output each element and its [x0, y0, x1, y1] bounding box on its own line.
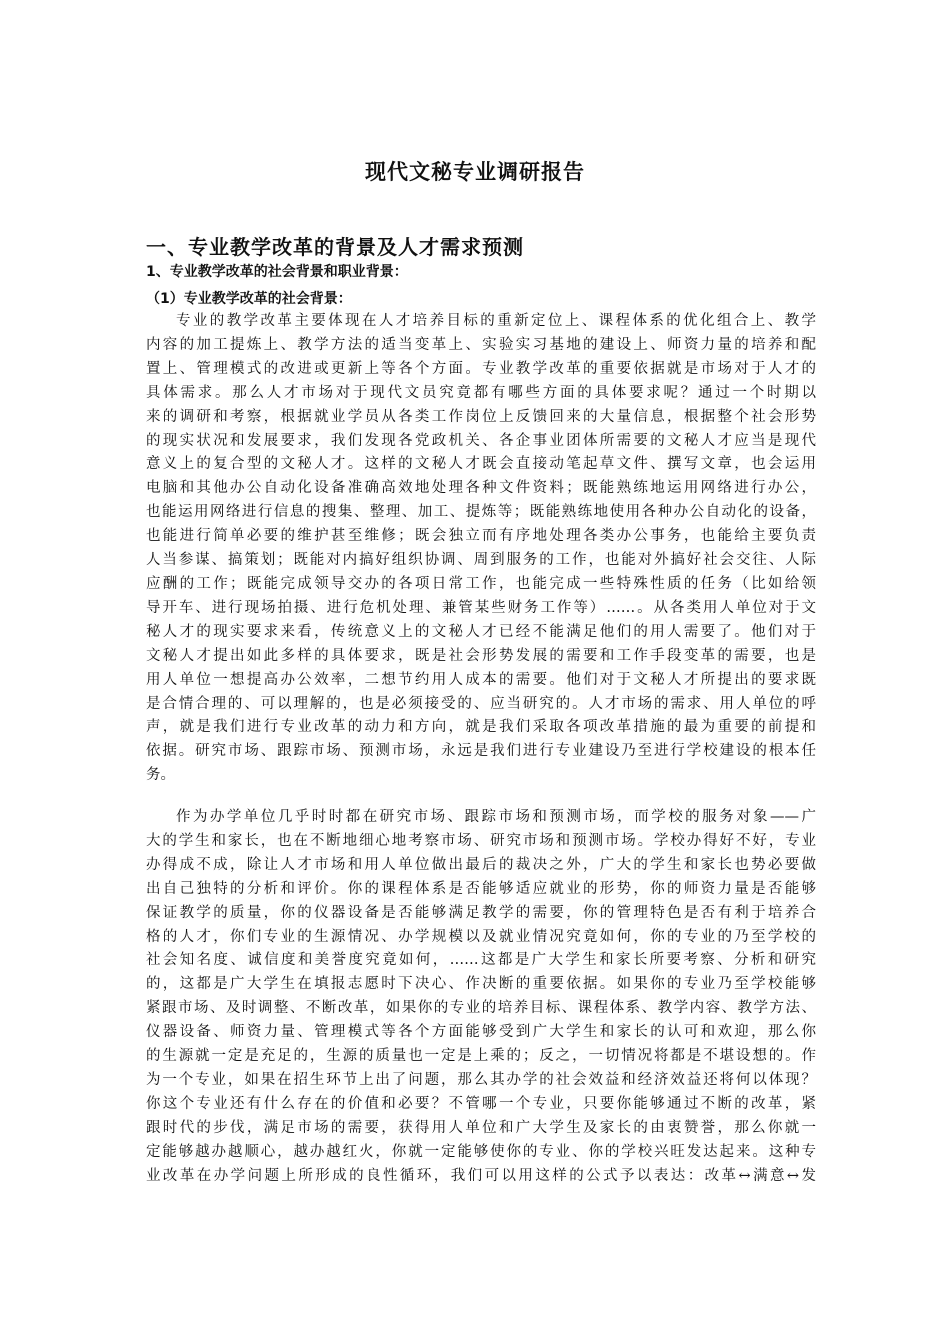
paragraph-line: 作为办学单位几乎时时都在研究市场、跟踪市场和预测市场，而学校的服务对象——广 [176, 809, 816, 825]
paragraph-line: 也能进行简单必要的维护甚至维修；既会独立而有序地处理各类办公事务，也能给主要负责 [146, 528, 816, 545]
paragraph-line: 应酬的工作；既能完成领导交办的各项日常工作，也能完成一些特殊性质的任务（比如给领 [146, 575, 816, 592]
paragraph-line: 的，这都是广大学生在填报志愿时下决心、作决断的重要依据。如果你的专业乃至学校能够 [146, 976, 816, 993]
paragraph-line: 仪器设备、师资力量、管理模式等各个方面能够受到广大学生和家长的认可和欢迎，那么你 [146, 1024, 816, 1041]
paragraph-line: 业改革在办学问题上所形成的良性循环，我们可以用这样的公式予以表达：改革↔满意↔发 [146, 1167, 816, 1184]
paragraph-line: 置上、管理模式的改进或更新上等各个方面。专业教学改革的重要依据就是市场对于人才的 [146, 360, 816, 377]
paragraph-line: 务。 [146, 767, 175, 784]
paragraph-line: 大的学生和家长，也在不断地细心地考察市场、研究市场和预测市场。学校办得好不好，专业 [146, 832, 816, 849]
paragraph-line: 办得成不成，除让人才市场和用人单位做出最后的裁决之外，广大的学生和家长也势必要做 [146, 856, 816, 873]
paragraph-line: 电脑和其他办公自动化设备准确高效地处理各种文件资料；既能熟练地运用网络进行办公， [146, 480, 816, 497]
paragraph-line: 来的调研和考察，根据就业学员从各类工作岗位上反馈回来的大量信息，根据整个社会形势 [146, 408, 816, 425]
paragraph-2 [146, 806, 816, 1189]
paragraph-line: 的现实状况和发展要求，我们发现各党政机关、各企事业团体所需要的文秘人才应当是现代 [146, 432, 816, 449]
section-heading: 一、专业教学改革的背景及人才需求预测 [146, 235, 524, 259]
paragraph-line: 文秘人才提出如此多样的具体要求，既是社会形势发展的需要和工作手段变革的需要，也是 [146, 647, 816, 664]
paragraph-line: 出自己独特的分析和评价。你的课程体系是否能够适应就业的形势，你的师资力量是否能够 [146, 880, 816, 897]
paragraph-line: 也能运用网络进行信息的搜集、整理、加工、提炼等；既能熟练地使用各种办公自动化的设备， [146, 504, 816, 521]
paragraph-line: 依据。研究市场、跟踪市场、预测市场，永远是我们进行专业建设乃至进行学校建设的根本任 [146, 743, 816, 760]
paragraph-line: 紧跟市场、及时调整、不断改革，如果你的专业的培养目标、课程体系、教学内容、教学方法、 [146, 1000, 816, 1017]
paragraph-line: 定能够越办越顺心，越办越红火，你就一定能够使你的专业、你的学校兴旺发达起来。这种专 [146, 1143, 816, 1160]
paragraph-line: 专业的教学改革主要体现在人才培养目标的重新定位上、课程体系的优化组合上、教学 [176, 313, 816, 329]
paragraph-line: 意义上的复合型的文秘人才。这样的文秘人才既会直接动笔起草文件、撰写文章，也会运用 [146, 456, 816, 473]
paragraph-1 [146, 310, 816, 788]
sub-subsection-heading: （1）专业教学改革的社会背景： [146, 291, 352, 307]
paragraph-line: 用人单位一想提高办公效率，二想节约用人成本的需要。他们对于文秘人才所提出的要求既 [146, 671, 816, 688]
subsection-heading: 1、专业教学改革的社会背景和职业背景： [146, 264, 408, 280]
paragraph-line: 你这个专业还有什么存在的价值和必要？不管哪一个专业，只要你能够通过不断的改革，紧 [146, 1095, 816, 1112]
paragraph-line: 导开车、进行现场拍摄、进行危机处理、兼管某些财务工作等）……。从各类用人单位对于文 [146, 599, 816, 616]
paragraph-line: 秘人才的现实要求来看，传统意义上的文秘人才已经不能满足他们的用人需要了。他们对于 [146, 623, 816, 640]
paragraph-line: 格的人才，你们专业的生源情况、办学规模以及就业情况究竟如何，你的专业的乃至学校的 [146, 928, 816, 945]
paragraph-line: 内容的加工提炼上、教学方法的适当变革上、实验实习基地的建设上、师资力量的培养和配 [146, 336, 816, 353]
document-title: 现代文秘专业调研报告 [365, 160, 585, 184]
paragraph-line: 跟时代的步伐，满足市场的需要，获得用人单位和广大学生及家长的由衷赞誉，那么你就一 [146, 1119, 816, 1136]
paragraph-line: 是合情合理的、可以理解的，也是必须接受的、应当研究的。人才市场的需求、用人单位的呼 [146, 695, 816, 712]
paragraph-line: 声，就是我们进行专业改革的动力和方向，就是我们采取各项改革措施的最为重要的前提和 [146, 719, 816, 736]
paragraph-line: 保证教学的质量，你的仪器设备是否能够满足教学的需要，你的管理特色是否有利于培养合 [146, 904, 816, 921]
paragraph-line: 社会知名度、诚信度和美誉度究竟如何，……这都是广大学生和家长所要考察、分析和研究 [146, 952, 816, 969]
paragraph-line: 人当参谋、搞策划；既能对内搞好组织协调、周到服务的工作，也能对外搞好社会交往、人际 [146, 552, 816, 569]
paragraph-line: 为一个专业，如果在招生环节上出了问题，那么其办学的社会效益和经济效益还将何以体现？ [146, 1071, 816, 1088]
paragraph-line: 具体需求。那么人才市场对于现代文员究竟都有哪些方面的具体要求呢？通过一个时期以 [146, 384, 816, 401]
paragraph-line: 的生源就一定是充足的，生源的质量也一定是上乘的；反之，一切情况将都是不堪设想的。作 [146, 1048, 816, 1065]
